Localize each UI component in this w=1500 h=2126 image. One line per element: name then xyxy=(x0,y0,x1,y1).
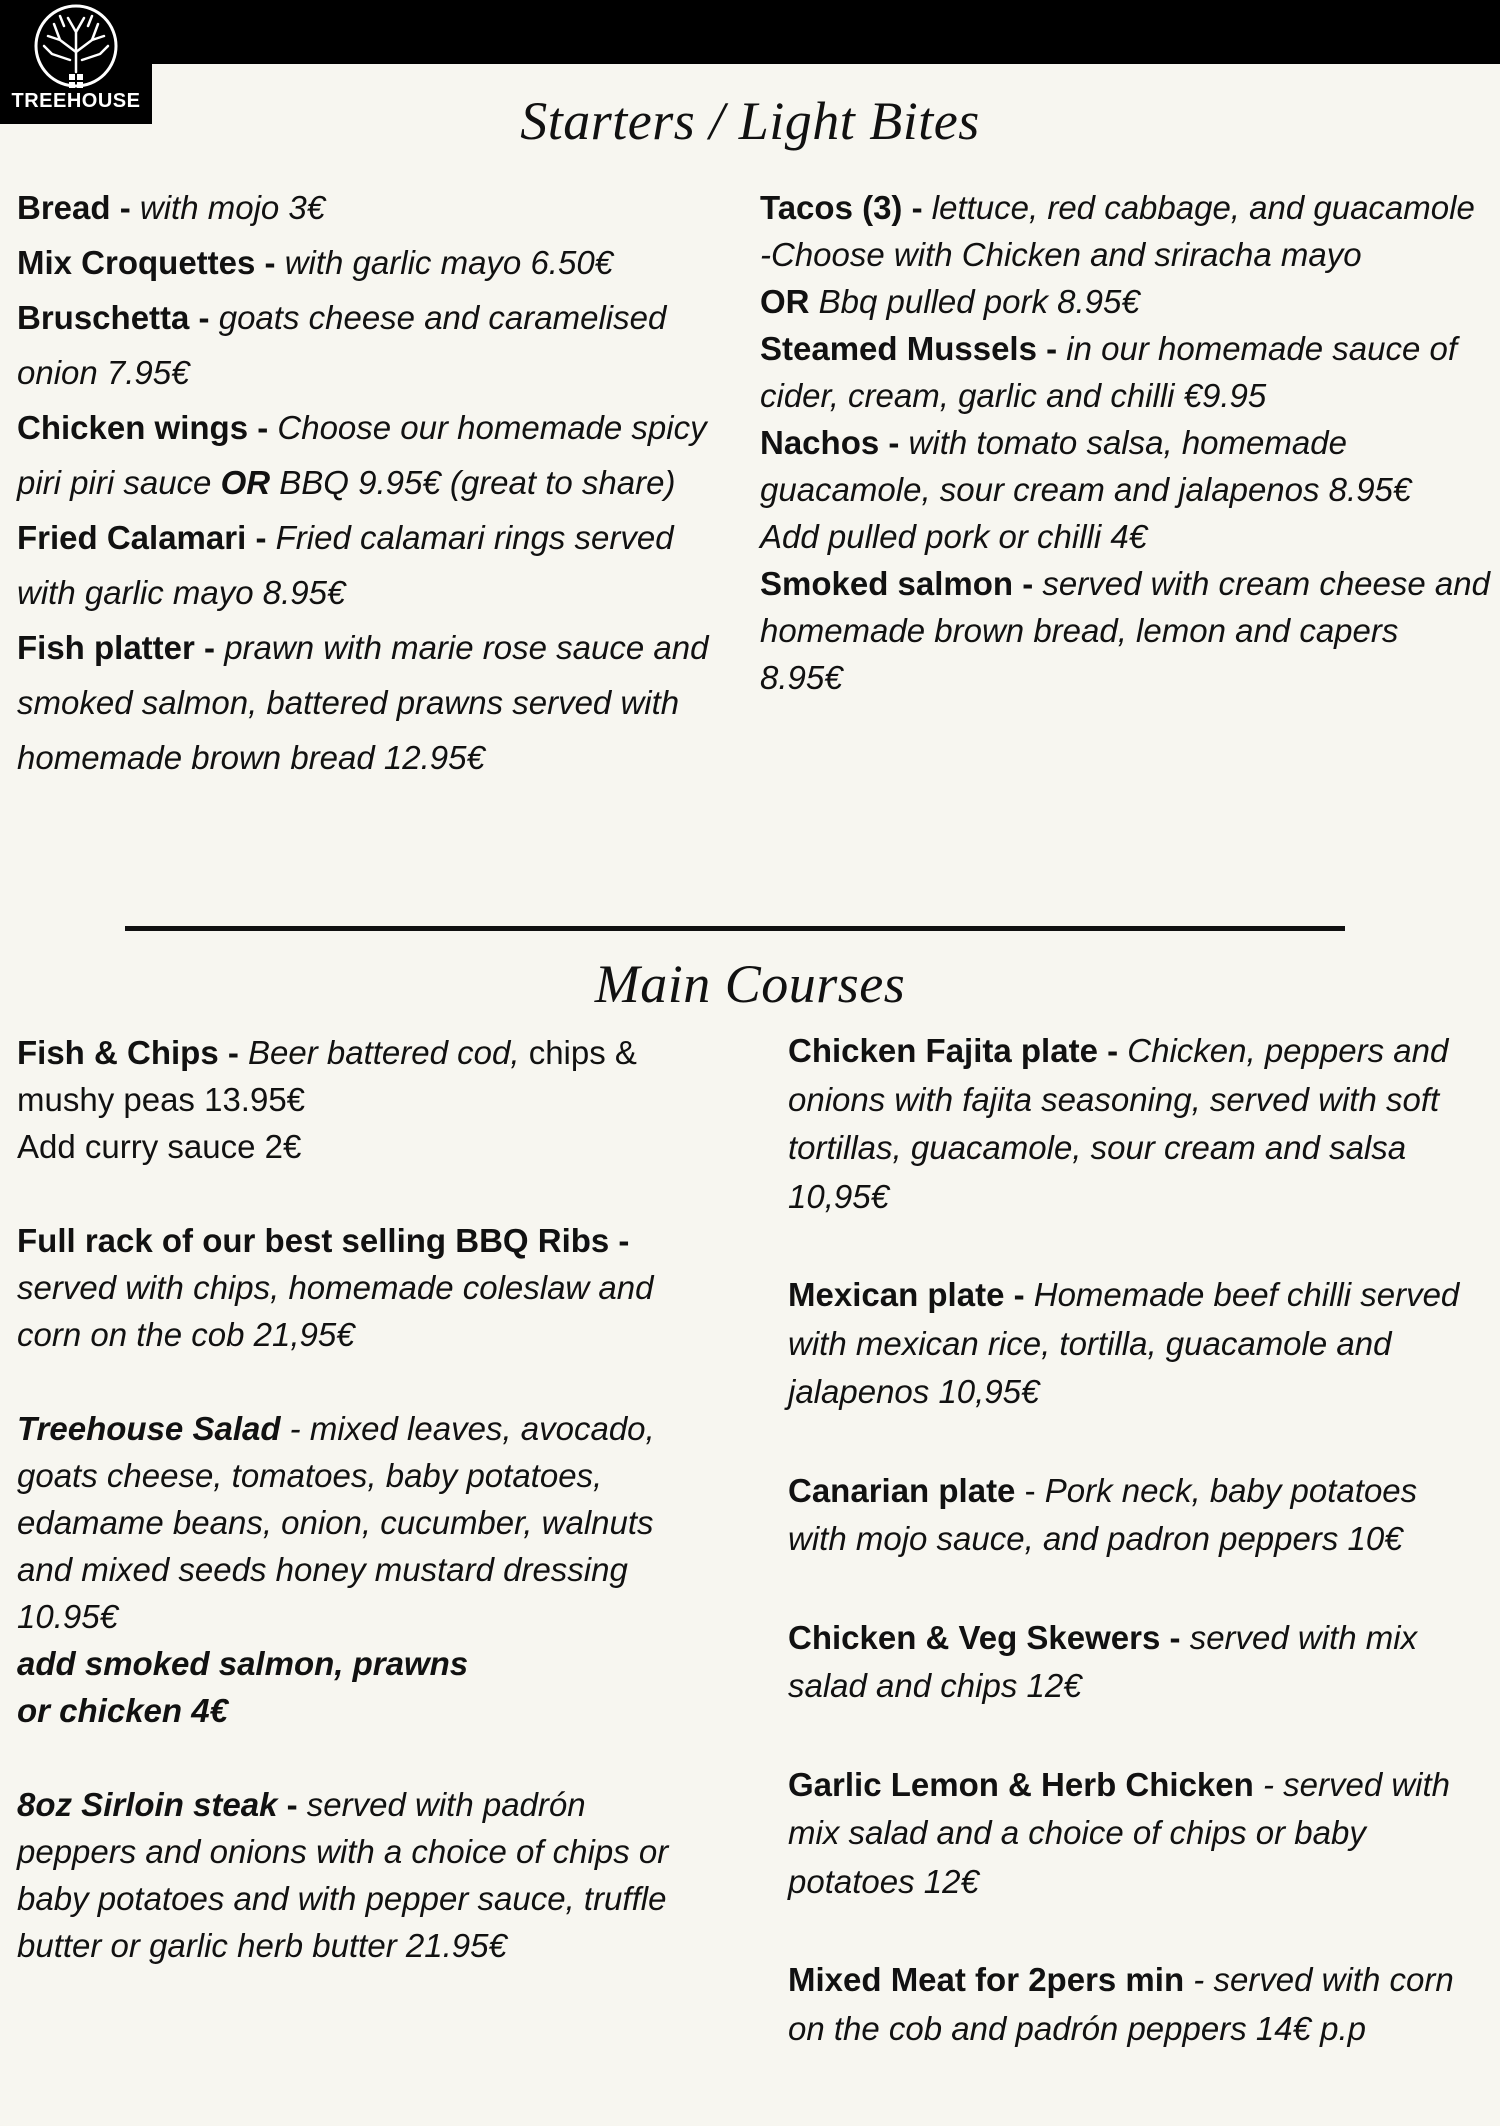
menu-item: Tacos (3) - lettuce, red cabbage, and guacamole xyxy=(760,189,1475,226)
menu-item: Treehouse Salad - mixed leaves, avocado, goats cheese, tomatoes, baby potatoes, edamame beans, onion, cucumber, walnuts and mixed seeds honey mustard dressing 10.95€ xyxy=(17,1410,655,1635)
menu-item-option: Add curry sauce 2€ xyxy=(17,1128,302,1165)
menu-item: Smoked salmon - served with cream cheese and homemade brown bread, lemon and capers 8.95€ xyxy=(760,565,1490,696)
starters-right-column xyxy=(760,184,1490,701)
top-bar xyxy=(0,0,1500,64)
starters-left-column xyxy=(17,180,737,785)
menu-item: Bread - with mojo 3€ xyxy=(17,189,326,226)
menu-item: Fish platter - prawn with marie rose sauce and smoked salmon, battered prawns served with homemade brown bread 12.95€ xyxy=(17,629,709,776)
menu-item-option: -Choose with Chicken and sriracha mayo xyxy=(760,236,1362,273)
mains-left-column xyxy=(17,1029,707,1969)
menu-item: Garlic Lemon & Herb Chicken - served with mix salad and a choice of chips or baby potatoes 12€ xyxy=(788,1765,1451,1900)
menu-item: 8oz Sirloin steak - served with padrón peppers and onions with a choice of chips or baby potatoes and with pepper sauce, truffle butter or garlic herb butter 21.95€ xyxy=(17,1786,669,1964)
tree-logo-icon xyxy=(30,2,122,92)
menu-item: Fried Calamari - Fried calamari rings served with garlic mayo 8.95€ xyxy=(17,519,674,611)
menu-item-option: Add pulled pork or chilli 4€ xyxy=(760,518,1148,555)
menu-item: Nachos - with tomato salsa, homemade guacamole, sour cream and jalapenos 8.95€ xyxy=(760,424,1412,508)
menu-item: Fish & Chips - Beer battered cod, chips & mushy peas 13.95€ xyxy=(17,1034,637,1118)
menu-item: Canarian plate - Pork neck, baby potatoes with mojo sauce, and padron peppers 10€ xyxy=(788,1471,1418,1557)
starters-heading: Starters / Light Bites xyxy=(520,91,980,151)
mains-heading: Main Courses xyxy=(594,954,906,1014)
brand-name: TREEHOUSE xyxy=(11,90,141,112)
menu-item-option: add smoked salmon, prawns xyxy=(17,1645,469,1682)
section-divider xyxy=(125,926,1345,931)
menu-item: Mexican plate - Homemade beef chilli served with mexican rice, tortilla, guacamole and jalapenos 10,95€ xyxy=(788,1276,1460,1410)
menu-item: Full rack of our best selling BBQ Ribs - served with chips, homemade coleslaw and corn on the cob 21,95€ xyxy=(17,1222,654,1353)
mains-right-column xyxy=(788,1027,1478,2053)
menu-item: Chicken & Veg Skewers - served with mix salad and chips 12€ xyxy=(788,1618,1418,1704)
menu-item-option: or chicken 4€ xyxy=(17,1692,228,1729)
menu-item: Bruschetta - goats cheese and caramelised onion 7.95€ xyxy=(17,299,667,391)
menu-item-option: OR Bbq pulled pork 8.95€ xyxy=(760,283,1140,320)
menu-item: Chicken wings - Choose our homemade spicy piri piri sauce OR BBQ 9.95€ (great to share) xyxy=(17,409,707,501)
menu-item: Chicken Fajita plate - Chicken, peppers and onions with fajita seasoning, served with soft tortillas, guacamole, sour cream and salsa 10,95€ xyxy=(788,1032,1449,1215)
menu-item: Mixed Meat for 2pers min - served with corn on the cob and padrón peppers 14€ p.p xyxy=(788,1961,1454,2047)
menu-item: Steamed Mussels - in our homemade sauce of cider, cream, garlic and chilli €9.95 xyxy=(760,330,1458,414)
menu-item: Mix Croquettes - with garlic mayo 6.50€ xyxy=(17,244,614,281)
